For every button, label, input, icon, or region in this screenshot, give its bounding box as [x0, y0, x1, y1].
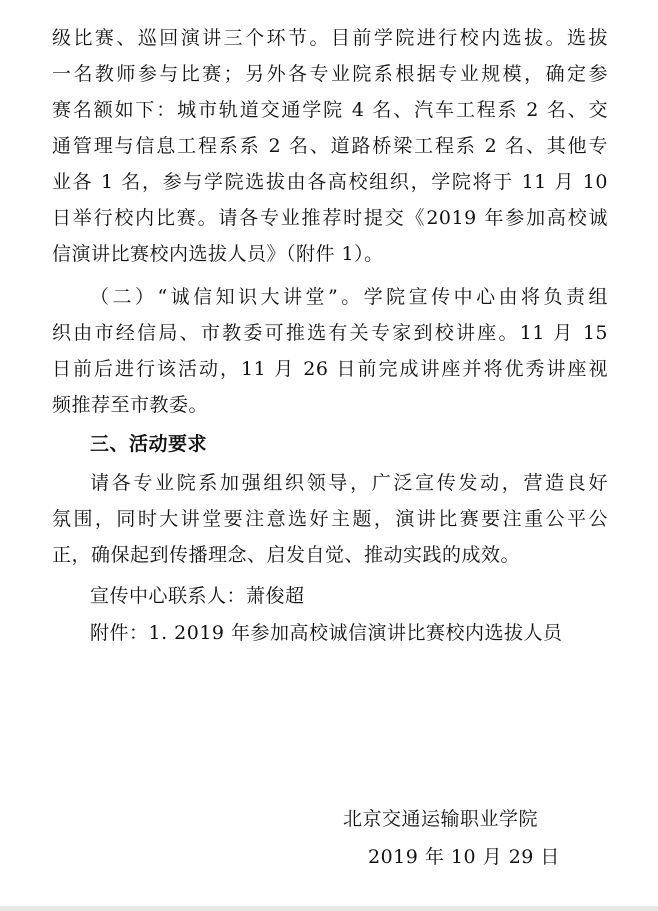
- text-line: 一名教师参与比赛；另外各专业院系根据专业规模，确定参: [52, 63, 608, 85]
- text-line: 织由市经信局、市教委可推选有关专家到校讲座。11 月 15: [52, 322, 608, 344]
- text-line: 日前后进行该活动，11 月 26 日前完成讲座并将优秀讲座视: [52, 358, 608, 380]
- section-heading: 三、活动要求: [90, 433, 208, 455]
- text-line: 信演讲比赛校内选拔人员》（附件 1）。: [52, 243, 384, 265]
- text-line: 级比赛、巡回演讲三个环节。目前学院进行校内选拔。选拔: [52, 27, 608, 49]
- text-line: （二）“诚信知识大讲堂”。学院宣传中心由将负责组: [90, 286, 608, 308]
- text-line: 业各 1 名，参与学院选拔由各高校组织，学院将于 11 月 10: [52, 171, 608, 193]
- text-line: 日举行校内比赛。请各专业推荐时提交《2019 年参加高校诚: [52, 207, 608, 229]
- contact-line: 宣传中心联系人：萧俊超: [90, 585, 305, 607]
- text-line: 正，确保起到传播理念、启发自觉、推动实践的成效。: [52, 544, 521, 566]
- text-line: 氛围，同时大讲堂要注意选好主题，演讲比赛要注重公平公: [52, 508, 608, 530]
- page-bottom-divider: [0, 906, 658, 911]
- text-line: 频推荐至市教委。: [52, 394, 209, 416]
- attachment-line: 附件：1. 2019 年参加高校诚信演讲比赛校内选拔人员: [90, 622, 563, 644]
- signature-org: 北京交通运输职业学院: [343, 808, 539, 830]
- text-line: 请各专业院系加强组织领导，广泛宣传发动，营造良好: [90, 472, 608, 494]
- text-line: 赛名额如下：城市轨道交通学院 4 名、汽车工程系 2 名、交: [52, 99, 608, 121]
- text-line: 通管理与信息工程系系 2 名、道路桥梁工程系 2 名、其他专: [52, 135, 608, 157]
- signature-date: 2019 年 10 月 29 日: [368, 846, 560, 868]
